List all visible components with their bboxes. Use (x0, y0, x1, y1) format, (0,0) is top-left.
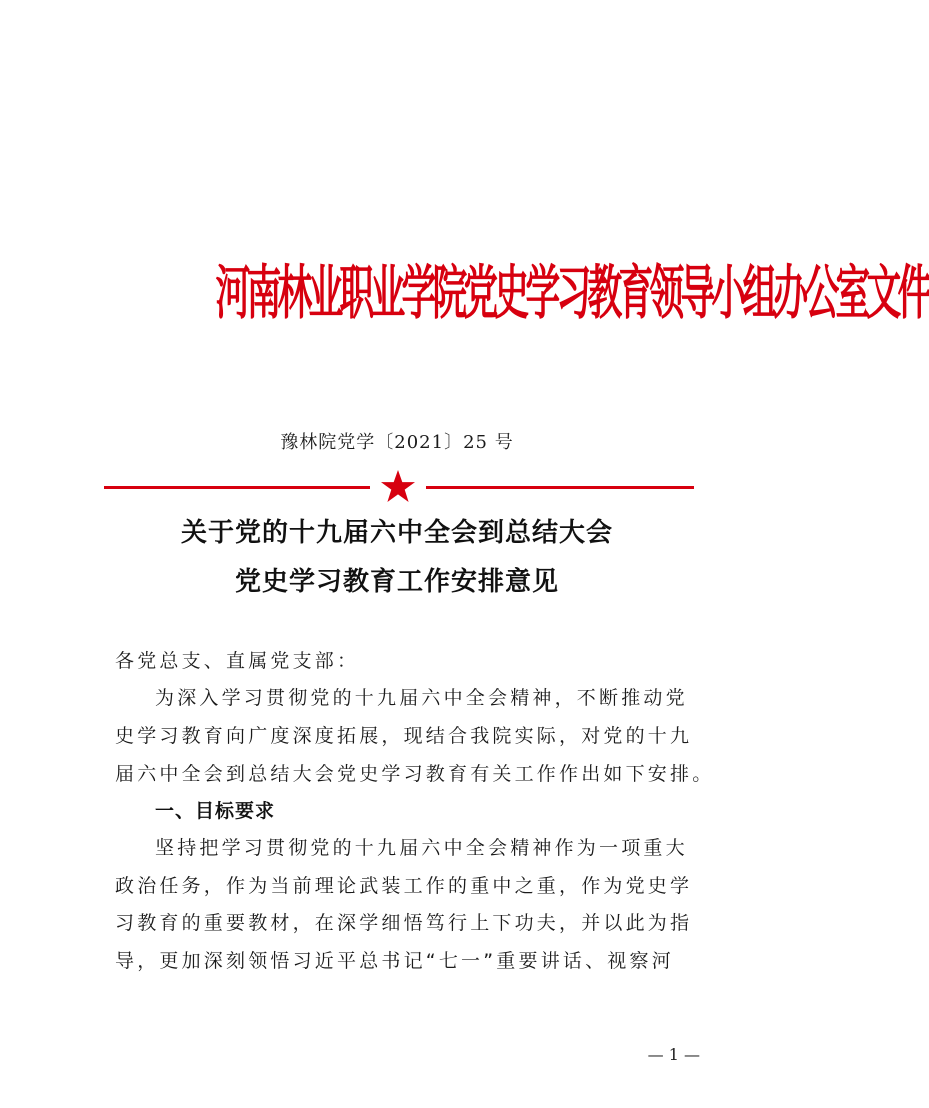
paragraph-1-line-1: 为深入学习贯彻党的十九届六中全会精神，不断推动党 (155, 687, 688, 709)
red-star-icon (379, 468, 417, 506)
paragraph-2-line-4: 导，更加深刻领悟习近平总书记“七一”重要讲话、视察河 (115, 950, 674, 972)
page-number: — 1 — (647, 1045, 700, 1064)
paragraph-2-line-1: 坚持把学习贯彻党的十九届六中全会精神作为一项重大 (155, 837, 688, 859)
paragraph-2-line-3: 习教育的重要教材，在深学细悟笃行上下功夫，并以此为指 (115, 912, 693, 934)
red-rule-left (104, 486, 370, 489)
section-heading-1: 一、目标要求 (155, 800, 276, 822)
document-number: 豫林院党学〔2021〕25 号 (280, 432, 514, 453)
document-title-line-2: 党史学习教育工作安排意见 (234, 567, 559, 597)
red-header-title: 河南林业职业学院党史学习教育领导小组办公室文件 (215, 258, 929, 328)
paragraph-1-line-3: 届六中全会到总结大会党史学习教育有关工作作出如下安排。 (115, 763, 715, 785)
document-title-line-1: 关于党的十九届六中全会到总结大会 (180, 518, 613, 548)
red-rule-right (426, 486, 694, 489)
salutation: 各党总支、直属党支部： (115, 650, 360, 672)
paragraph-1-line-2: 史学习教育向广度深度拓展，现结合我院实际，对党的十九 (115, 725, 693, 747)
paragraph-2-line-2: 政治任务，作为当前理论武装工作的重中之重，作为党史学 (115, 875, 693, 897)
